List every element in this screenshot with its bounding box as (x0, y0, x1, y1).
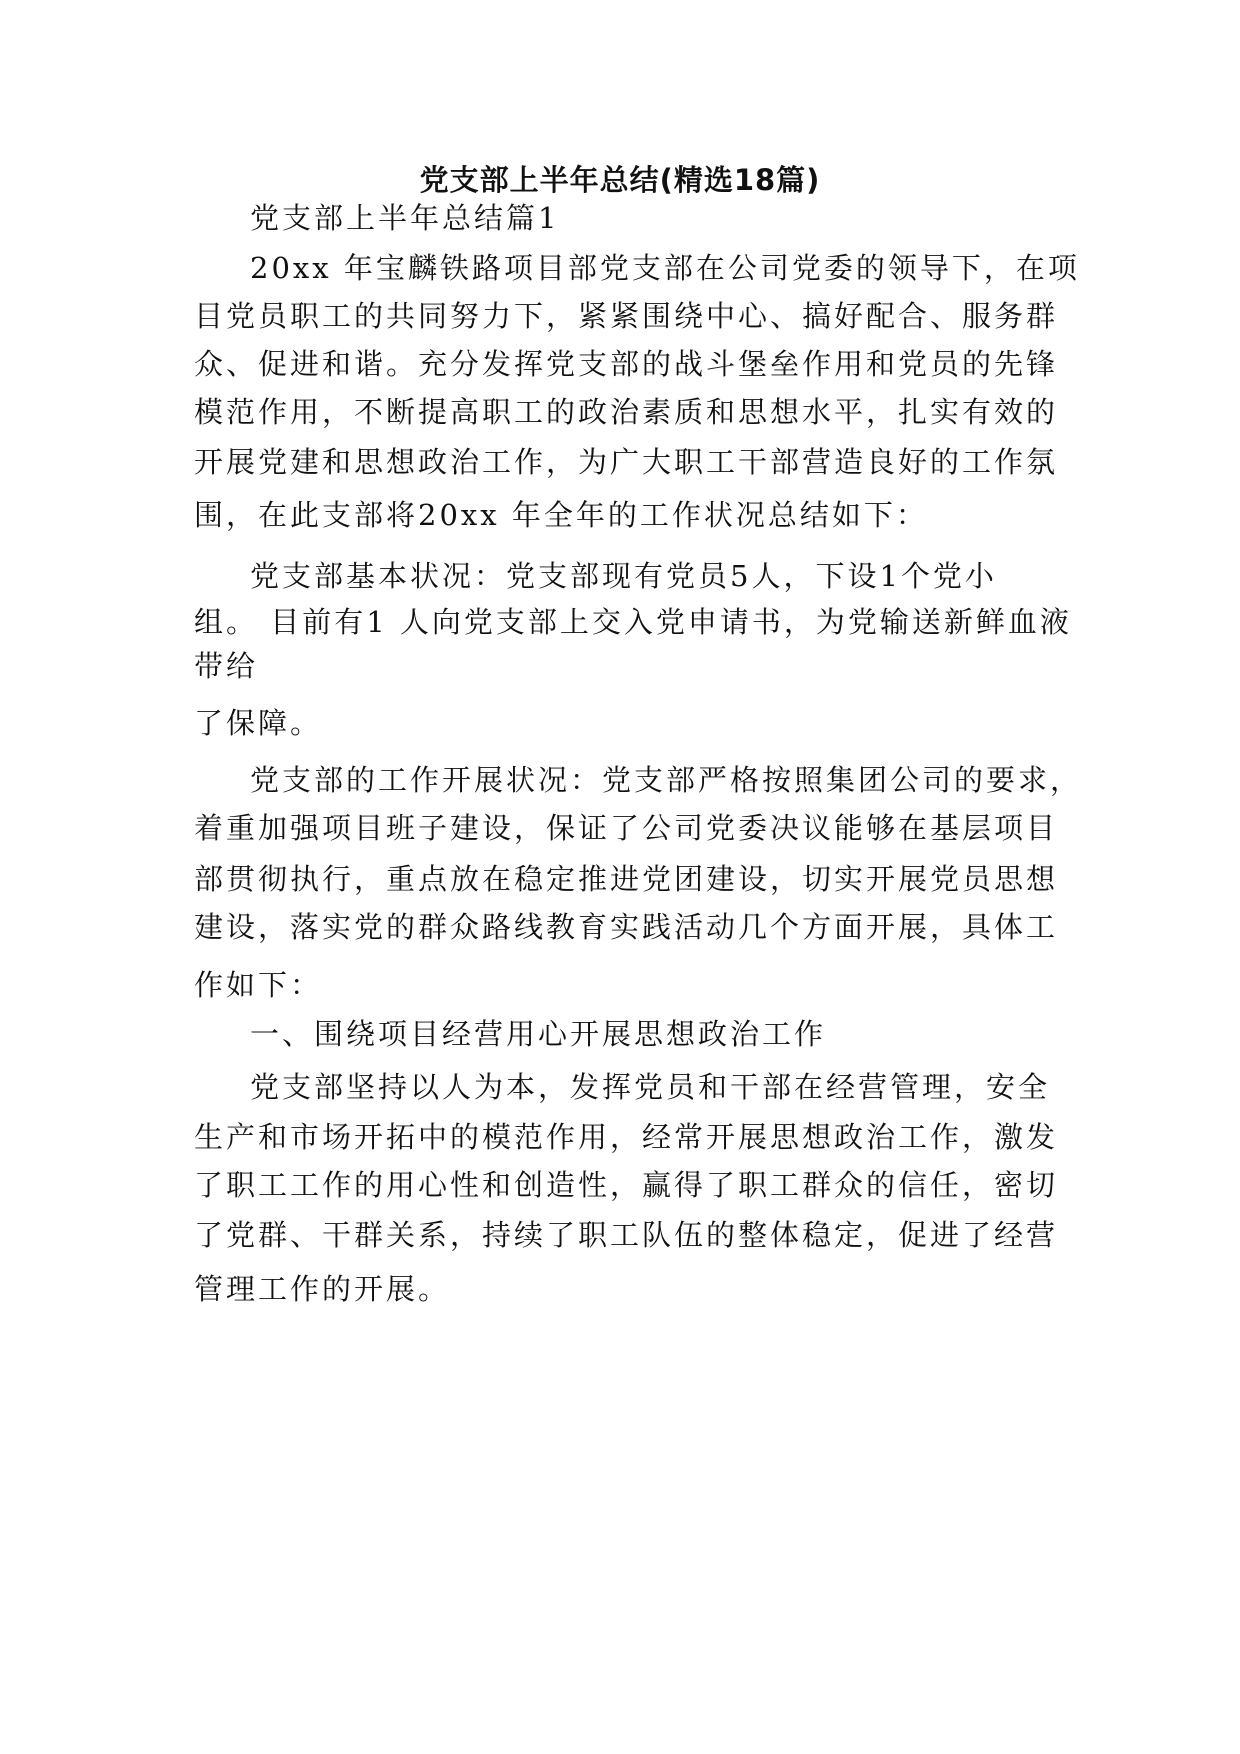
paragraph-line: 作如下： (194, 968, 323, 1002)
section-heading: 党支部上半年总结篇1 (250, 201, 560, 235)
document-title: 党支部上半年总结(精选18篇) (419, 163, 821, 197)
paragraph-line: 带给 (194, 649, 259, 683)
paragraph-line: 党支部坚持以人为本，发挥党员和干部在经营管理，安全 (250, 1070, 1051, 1104)
paragraph-line: 了保障。 (194, 706, 323, 740)
paragraph-line: 围，在此支部将20xx 年全年的工作状况总结如下： (194, 498, 928, 532)
paragraph-line: 了党群、干群关系，持续了职工队伍的整体稳定，促进了经营 (194, 1218, 1059, 1252)
paragraph-line: 生产和市场开拓中的模范作用，经常开展思想政治工作，激发 (194, 1120, 1059, 1154)
paragraph-line: 模范作用，不断提高职工的政治素质和思想水平，扎实有效的 (194, 395, 1059, 429)
paragraph-line: 建设，落实党的群众路线教育实践活动几个方面开展，具体工 (194, 910, 1059, 944)
paragraph-line: 组。 目前有1 人向党支部上交入党申请书，为党输送新鲜血液 (194, 605, 1072, 639)
paragraph-line: 部贯彻执行，重点放在稳定推进党团建设，切实开展党员思想 (194, 862, 1059, 896)
paragraph-line: 目党员职工的共同努力下，紧紧围绕中心、搞好配合、服务群 (194, 299, 1059, 333)
paragraph-line: 众、促进和谐。充分发挥党支部的战斗堡垒作用和党员的先锋 (194, 347, 1059, 381)
section-heading: 一、围绕项目经营用心开展思想政治工作 (250, 1017, 827, 1051)
paragraph-line: 党支部基本状况：党支部现有党员5人，下设1个党小 (250, 559, 997, 593)
paragraph-line: 着重加强项目班子建设，保证了公司党委决议能够在基层项目 (194, 811, 1059, 845)
paragraph-line: 了职工工作的用心性和创造性，赢得了职工群众的信任，密切 (194, 1168, 1059, 1202)
paragraph-line: 党支部的工作开展状况：党支部严格按照集团公司的要求， (250, 763, 1083, 797)
paragraph-line: 开展党建和思想政治工作，为广大职工干部营造良好的工作氛 (194, 445, 1059, 479)
paragraph-line: 20xx 年宝麟铁路项目部党支部在公司党委的领导下，在项 (250, 251, 1080, 285)
paragraph-line: 管理工作的开展。 (194, 1272, 451, 1306)
